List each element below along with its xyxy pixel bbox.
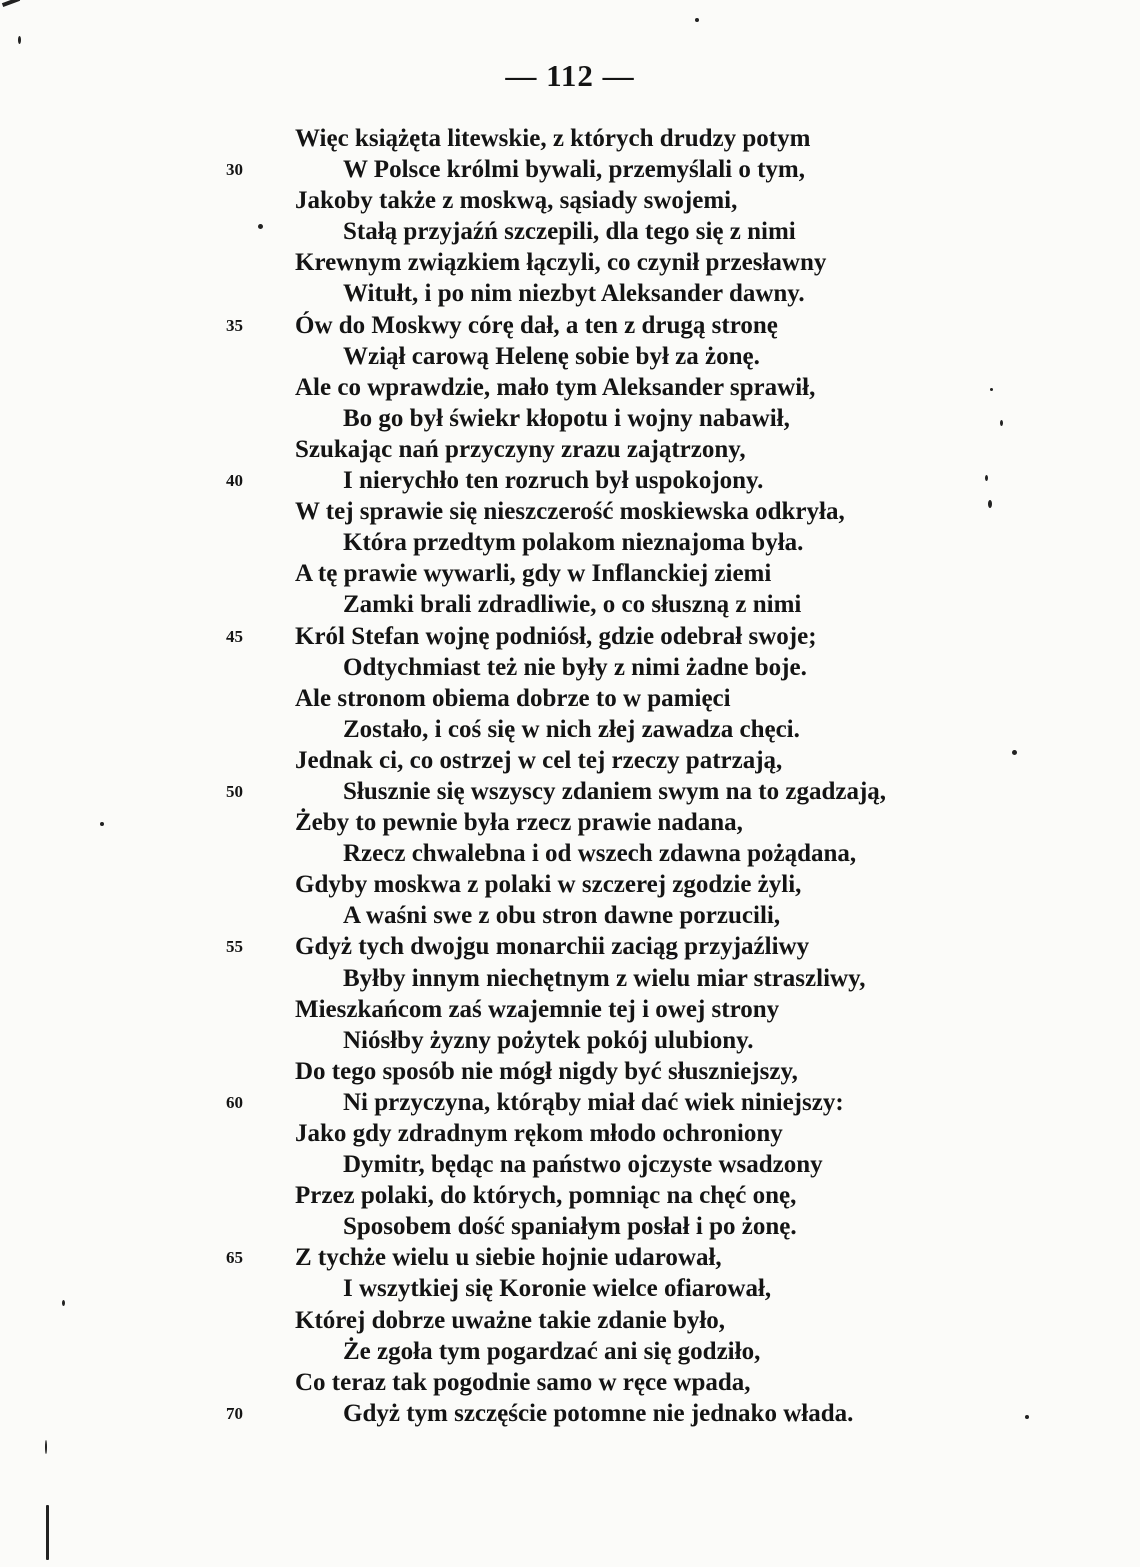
verse-text: Gdyby moskwa z polaki w szczerej zgodzie żyli, (295, 871, 802, 899)
line-number: 55 (226, 937, 243, 957)
verse-text: Ów do Moskwy córę dał, a ten z drugą stronę (295, 311, 778, 339)
verse-line (0, 1056, 1140, 1087)
verse-text: Szukając nań przyczyny zrazu zajątrzony, (295, 435, 746, 463)
verse-line (0, 1149, 1140, 1180)
line-number: 65 (226, 1248, 243, 1268)
verse-text: Sposobem dość spaniałym posłał i po żonę. (343, 1213, 797, 1241)
verse-text: Bo go był świekr kłopotu i wojny nabawił, (343, 404, 790, 432)
verse-line (0, 869, 1140, 900)
verse-line (0, 807, 1140, 838)
verse-text: Rzecz chwalebna i od wszech zdawna pożądana, (343, 840, 857, 868)
scan-speck (45, 1440, 47, 1454)
verse-text: Żeby to pewnie była rzecz prawie nadana, (295, 809, 743, 837)
verse-line (0, 1273, 1140, 1304)
scan-speck (258, 224, 263, 229)
verse-line (0, 1180, 1140, 1211)
verse-line (0, 558, 1140, 589)
verse-text: W tej sprawie się nieszczerość moskiewska odkryła, (295, 498, 845, 526)
line-number: 40 (226, 471, 243, 491)
verse-line (0, 310, 1140, 341)
verse-text: Przez polaki, do których, pomniąc na chęć onę, (295, 1182, 797, 1210)
verse-text: Ale co wprawdzie, mało tym Aleksander sprawił, (295, 373, 816, 401)
page-number-header: — 112 — (505, 58, 635, 93)
verse-line (0, 1087, 1140, 1118)
verse-text: Niósłby żyzny pożytek pokój ulubiony. (343, 1026, 754, 1054)
verse-line (0, 683, 1140, 714)
verse-line (0, 1336, 1140, 1367)
verse-line (0, 1305, 1140, 1336)
verse-line (0, 341, 1140, 372)
verse-text: Jednak ci, co ostrzej w cel tej rzeczy patrzają, (295, 746, 783, 774)
verse-text: Gdyż tym szczęście potomne nie jednako włada. (343, 1399, 854, 1427)
scan-speck (62, 1300, 65, 1306)
scan-speck (46, 1505, 49, 1560)
verse-text: Byłby innym niechętnym z wielu miar straszliwy, (343, 964, 866, 992)
verse-text: Co teraz tak pogodnie samo w ręce wpada, (295, 1368, 751, 1396)
verse-text: Ni przyczyna, którąby miał dać wiek niniejszy: (343, 1088, 844, 1116)
scan-speck (1000, 420, 1003, 426)
verse-line (0, 900, 1140, 931)
poem-body (0, 123, 1140, 1429)
verse-line (0, 496, 1140, 527)
verse-text: Zostało, i coś się w nich złej zawadza chęci. (343, 715, 800, 743)
verse-text: Która przedtym polakom nieznajoma była. (343, 529, 804, 557)
verse-line (0, 1367, 1140, 1398)
verse-text: Jako gdy zdradnym rękom młodo ochroniony (295, 1120, 783, 1147)
verse-text: A waśni swe z obu stron dawne porzucili, (343, 902, 781, 930)
verse-text: Jakoby także z moskwą, sąsiady swojemi, (295, 187, 738, 215)
scan-mark (2, 0, 20, 7)
scan-speck (988, 500, 992, 508)
verse-text: I nierychło ten rozruch był uspokojony. (343, 467, 764, 495)
verse-line (0, 1025, 1140, 1056)
verse-line (0, 776, 1140, 807)
verse-line (0, 994, 1140, 1025)
verse-text: A tę prawie wywarli, gdy w Inflanckiej ziemi (295, 560, 772, 588)
verse-text: W Polsce królmi bywali, przemyślali o tym, (343, 156, 805, 184)
verse-text: Której dobrze uważne takie zdanie było, (295, 1306, 726, 1334)
verse-line (0, 403, 1140, 434)
line-number: 45 (226, 626, 243, 646)
verse-text: Król Stefan wojnę podniósł, gdzie odebrał swoje; (295, 622, 817, 650)
verse-text: Gdyż tych dwojgu monarchii zaciąg przyjaźliwy (295, 933, 810, 961)
scan-speck (985, 475, 988, 481)
line-number: 30 (226, 160, 243, 180)
verse-line (0, 1242, 1140, 1273)
verse-line (0, 123, 1140, 154)
verse-line (0, 185, 1140, 216)
verse-text: Ale stronom obiema dobrze to w pamięci (295, 684, 731, 712)
scan-speck (695, 18, 699, 22)
verse-line (0, 621, 1140, 652)
verse-line (0, 589, 1140, 620)
verse-line (0, 714, 1140, 745)
verse-text: Słusznie się wszyscy zdaniem swym na to zgadzają, (343, 777, 887, 805)
verse-text: Witułt, i po nim niezbyt Aleksander dawny. (343, 280, 805, 308)
verse-line (0, 372, 1140, 403)
verse-text: Stałą przyjaźń szczepili, dla tego się z nimi (343, 218, 796, 246)
verse-text: Dymitr, będąc na państwo ojczyste wsadzony (343, 1151, 823, 1179)
verse-text: Wziął carową Helenę sobie był za żonę. (343, 342, 760, 370)
verse-text: Odtychmiast też nie były z nimi żadne boje. (343, 653, 807, 681)
verse-line (0, 527, 1140, 558)
scan-speck (1012, 750, 1017, 755)
verse-line (0, 278, 1140, 309)
verse-text: Do tego sposób nie mógł nigdy być słuszniejszy, (295, 1057, 798, 1085)
line-number: 70 (226, 1403, 243, 1423)
verse-text: I wszytkiej się Koronie wielce ofiarował, (343, 1275, 772, 1303)
verse-text: Że zgoła tym pogardzać ani się godziło, (343, 1337, 761, 1365)
verse-line (0, 154, 1140, 185)
verse-line (0, 465, 1140, 496)
line-number: 35 (226, 315, 243, 335)
scan-speck (990, 388, 993, 391)
verse-text: Zamki brali zdradliwie, o co słuszną z nimi (343, 591, 802, 619)
verse-line (0, 247, 1140, 278)
line-number: 50 (226, 781, 243, 801)
scan-speck (100, 822, 104, 826)
verse-line (0, 1211, 1140, 1242)
verse-text: Więc książęta litewskie, z których drudzy potym (295, 125, 811, 152)
verse-line (0, 1398, 1140, 1429)
verse-text: Krewnym związkiem łączyli, co czynił przesławny (295, 249, 827, 277)
verse-line (0, 1118, 1140, 1149)
scan-speck (1025, 1415, 1029, 1419)
verse-line (0, 434, 1140, 465)
verse-line (0, 838, 1140, 869)
verse-text: Mieszkańcom zaś wzajemnie tej i owej strony (295, 995, 780, 1023)
verse-line (0, 963, 1140, 994)
verse-text: Z tychże wielu u siebie hojnie udarował, (295, 1244, 722, 1272)
line-number: 60 (226, 1092, 243, 1112)
verse-line (0, 745, 1140, 776)
verse-line (0, 216, 1140, 247)
scan-speck (18, 36, 21, 44)
verse-line (0, 931, 1140, 962)
verse-line (0, 652, 1140, 683)
